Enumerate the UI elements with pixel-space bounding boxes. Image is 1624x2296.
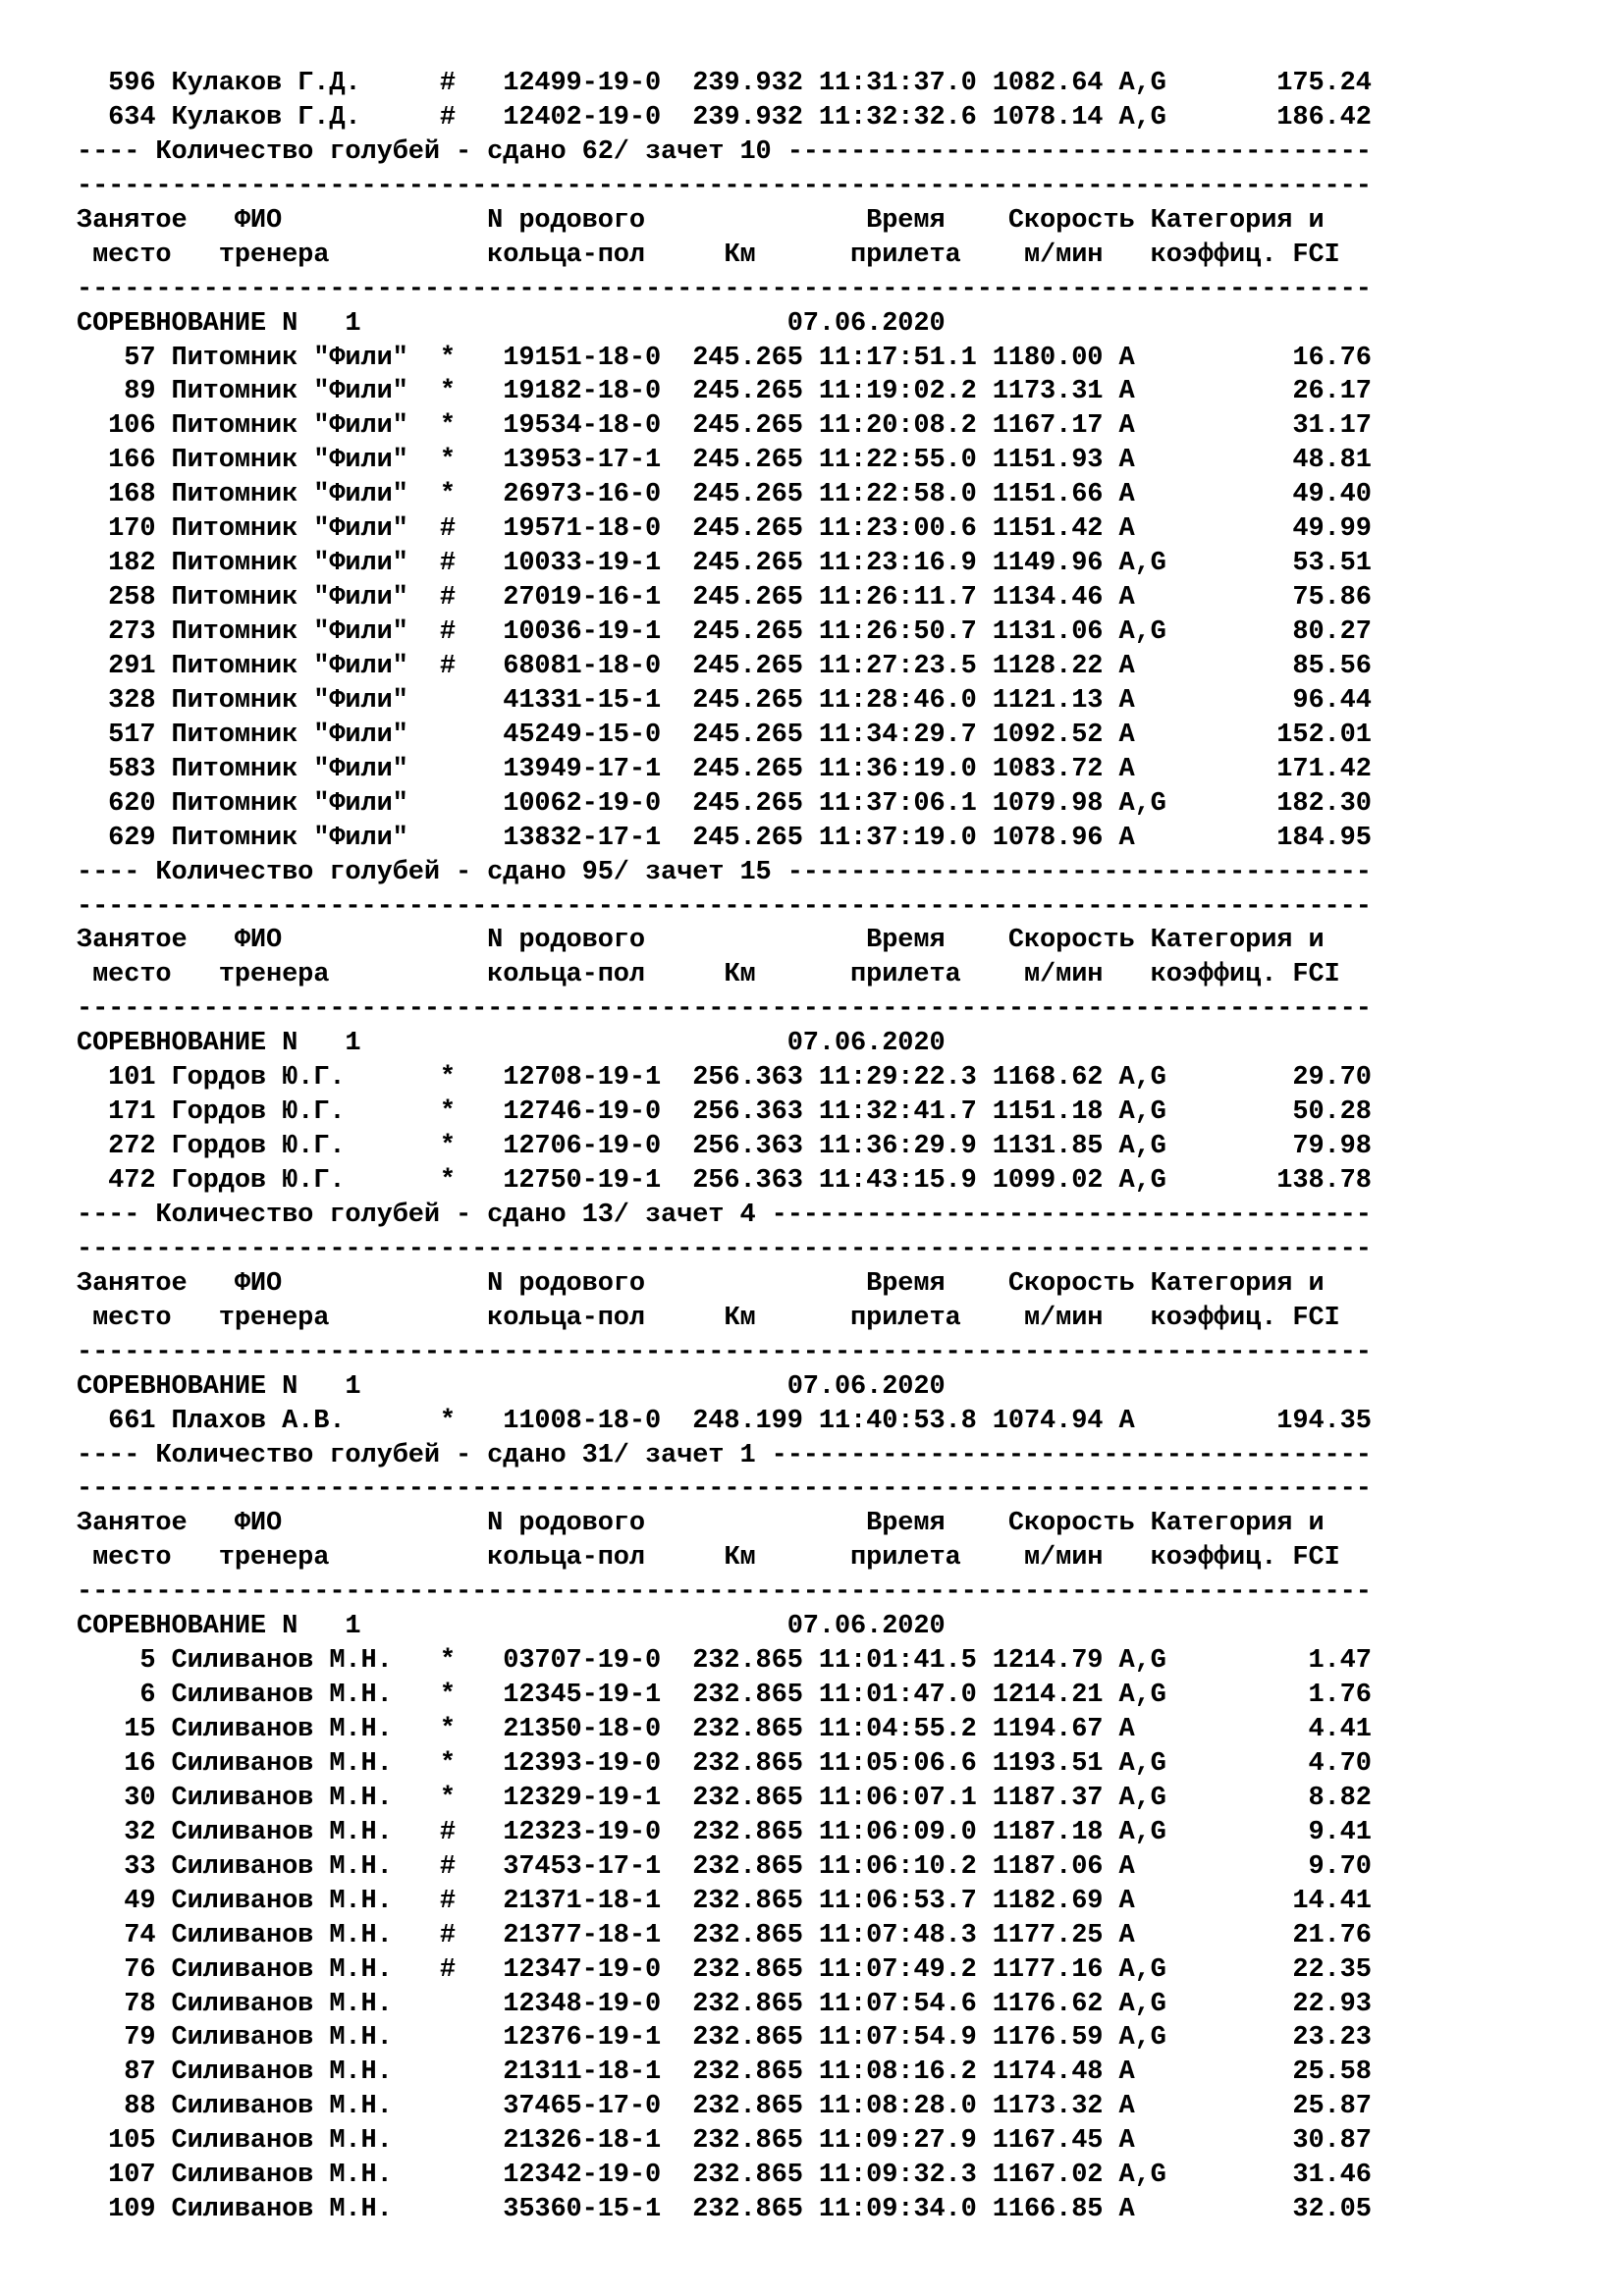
report-line: место тренера кольца-пол Км прилета м/мин коэффиц. FCI	[77, 240, 1340, 270]
report-line: 634 Кулаков Г.Д. # 12402-19-0 239.932 11:32:32.6 1078.14 A,G 186.42	[77, 102, 1372, 133]
report-line: 629 Питомник "Фили" 13832-17-1 245.265 11:37:19.0 1078.96 A 184.95	[77, 823, 1372, 853]
report-line: 15 Силиванов М.Н. * 21350-18-0 232.865 11:04:55.2 1194.67 A 4.41	[77, 1715, 1372, 1744]
report-line: 105 Силиванов М.Н. 21326-18-1 232.865 11:09:27.9 1167.45 A 30.87	[77, 2126, 1372, 2157]
report-line: 661 Плахов А.В. * 11008-18-0 248.199 11:40:53.8 1074.94 A 194.35	[77, 1406, 1372, 1436]
report-line: 107 Силиванов М.Н. 12342-19-0 232.865 11:09:32.3 1167.02 A,G 31.46	[77, 2161, 1372, 2191]
report-line: 273 Питомник "Фили" # 10036-19-1 245.265 11:26:50.7 1131.06 A,G 80.27	[77, 617, 1372, 647]
report-line: Занятое ФИО N родового Время Скорость Категория и	[77, 205, 1325, 236]
report-line: 33 Силиванов М.Н. # 37453-17-1 232.865 11:06:10.2 1187.06 A 9.70	[77, 1851, 1372, 1882]
report-line: ----------------------------------------------------------------------------------	[77, 1337, 1372, 1367]
report-line: 328 Питомник "Фили" 41331-15-1 245.265 11:28:46.0 1121.13 A 96.44	[77, 685, 1372, 716]
report-line: ----------------------------------------------------------------------------------	[77, 891, 1372, 922]
report-line: СОРЕВНОВАНИЕ N 1 07.06.2020	[77, 1612, 946, 1642]
report-line: место тренера кольца-пол Км прилета м/мин коэффиц. FCI	[77, 1303, 1340, 1333]
report-line: Занятое ФИО N родового Время Скорость Категория и	[77, 1268, 1325, 1299]
report-line: 57 Питомник "Фили" * 19151-18-0 245.265 11:17:51.1 1180.00 A 16.76	[77, 343, 1372, 373]
results-printout	[77, 67, 1372, 2227]
report-line: ---- Количество голубей - сдано 13/ зачет 4 --------------------------------------	[77, 1200, 1372, 1230]
report-line: 76 Силиванов М.Н. # 12347-19-0 232.865 11:07:49.2 1177.16 A,G 22.35	[77, 1954, 1372, 1985]
report-line: Занятое ФИО N родового Время Скорость Категория и	[77, 926, 1325, 956]
report-line: ---- Количество голубей - сдано 95/ зачет 15 -------------------------------------	[77, 857, 1372, 887]
report-line: 78 Силиванов М.Н. 12348-19-0 232.865 11:07:54.6 1176.62 A,G 22.93	[77, 1989, 1372, 2019]
report-line: 272 Гордов Ю.Г. * 12706-19-0 256.363 11:36:29.9 1131.85 A,G 79.98	[77, 1132, 1372, 1162]
report-line: 171 Гордов Ю.Г. * 12746-19-0 256.363 11:32:41.7 1151.18 A,G 50.28	[77, 1097, 1372, 1128]
report-line: 583 Питомник "Фили" 13949-17-1 245.265 11:36:19.0 1083.72 A 171.42	[77, 754, 1372, 784]
report-line: 182 Питомник "Фили" # 10033-19-1 245.265 11:23:16.9 1149.96 A,G 53.51	[77, 549, 1372, 579]
report-line: 79 Силиванов М.Н. 12376-19-1 232.865 11:07:54.9 1176.59 A,G 23.23	[77, 2023, 1372, 2054]
report-line: ----------------------------------------------------------------------------------	[77, 171, 1372, 201]
report-line: 74 Силиванов М.Н. # 21377-18-1 232.865 11:07:48.3 1177.25 A 21.76	[77, 1920, 1372, 1950]
report-line: 5 Силиванов М.Н. * 03707-19-0 232.865 11:01:41.5 1214.79 A,G 1.47	[77, 1646, 1372, 1677]
report-line: ----------------------------------------------------------------------------------	[77, 1577, 1372, 1608]
report-line: 101 Гордов Ю.Г. * 12708-19-1 256.363 11:29:22.3 1168.62 A,G 29.70	[77, 1063, 1372, 1094]
report-line: 87 Силиванов М.Н. 21311-18-1 232.865 11:08:16.2 1174.48 A 25.58	[77, 2057, 1372, 2088]
report-line: ----------------------------------------------------------------------------------	[77, 274, 1372, 304]
report-line: ----------------------------------------------------------------------------------	[77, 994, 1372, 1025]
report-line: 291 Питомник "Фили" # 68081-18-0 245.265 11:27:23.5 1128.22 A 85.56	[77, 651, 1372, 681]
report-line: ----------------------------------------------------------------------------------	[77, 1474, 1372, 1505]
report-line: 49 Силиванов М.Н. # 21371-18-1 232.865 11:06:53.7 1182.69 A 14.41	[77, 1886, 1372, 1916]
report-line: 168 Питомник "Фили" * 26973-16-0 245.265 11:22:58.0 1151.66 A 49.40	[77, 480, 1372, 510]
report-line: 89 Питомник "Фили" * 19182-18-0 245.265 11:19:02.2 1173.31 A 26.17	[77, 377, 1372, 407]
report-line: 170 Питомник "Фили" # 19571-18-0 245.265 11:23:00.6 1151.42 A 49.99	[77, 514, 1372, 545]
report-line: 620 Питомник "Фили" 10062-19-0 245.265 11:37:06.1 1079.98 A,G 182.30	[77, 788, 1372, 819]
report-line: СОРЕВНОВАНИЕ N 1 07.06.2020	[77, 1029, 946, 1059]
report-line: 30 Силиванов М.Н. * 12329-19-1 232.865 11:06:07.1 1187.37 A,G 8.82	[77, 1783, 1372, 1813]
report-line: 596 Кулаков Г.Д. # 12499-19-0 239.932 11:31:37.0 1082.64 A,G 175.24	[77, 69, 1372, 98]
report-line: 6 Силиванов М.Н. * 12345-19-1 232.865 11:01:47.0 1214.21 A,G 1.76	[77, 1681, 1372, 1711]
report-line: СОРЕВНОВАНИЕ N 1 07.06.2020	[77, 1371, 946, 1402]
report-line: Занятое ФИО N родового Время Скорость Категория и	[77, 1509, 1325, 1539]
report-line: место тренера кольца-пол Км прилета м/мин коэффиц. FCI	[77, 960, 1340, 990]
report-line: 258 Питомник "Фили" # 27019-16-1 245.265 11:26:11.7 1134.46 A 75.86	[77, 583, 1372, 614]
report-line: 106 Питомник "Фили" * 19534-18-0 245.265 11:20:08.2 1167.17 A 31.17	[77, 411, 1372, 442]
report-line: место тренера кольца-пол Км прилета м/мин коэффиц. FCI	[77, 1543, 1340, 1574]
report-line: 166 Питомник "Фили" * 13953-17-1 245.265 11:22:55.0 1151.93 A 48.81	[77, 446, 1372, 476]
report-line: ----------------------------------------------------------------------------------	[77, 1234, 1372, 1264]
report-line: ---- Количество голубей - сдано 31/ зачет 1 --------------------------------------	[77, 1440, 1372, 1470]
report-line: 472 Гордов Ю.Г. * 12750-19-1 256.363 11:43:15.9 1099.02 A,G 138.78	[77, 1166, 1372, 1196]
report-line: ---- Количество голубей - сдано 62/ зачет 10 -------------------------------------	[77, 136, 1372, 167]
report-line: 88 Силиванов М.Н. 37465-17-0 232.865 11:08:28.0 1173.32 A 25.87	[77, 2092, 1372, 2122]
report-line: 16 Силиванов М.Н. * 12393-19-0 232.865 11:05:06.6 1193.51 A,G 4.70	[77, 1748, 1372, 1779]
report-line: 517 Питомник "Фили" 45249-15-0 245.265 11:34:29.7 1092.52 A 152.01	[77, 720, 1372, 750]
report-line: 109 Силиванов М.Н. 35360-15-1 232.865 11:09:34.0 1166.85 A 32.05	[77, 2195, 1372, 2225]
report-line: 32 Силиванов М.Н. # 12323-19-0 232.865 11:06:09.0 1187.18 A,G 9.41	[77, 1817, 1372, 1847]
report-line: СОРЕВНОВАНИЕ N 1 07.06.2020	[77, 308, 946, 339]
